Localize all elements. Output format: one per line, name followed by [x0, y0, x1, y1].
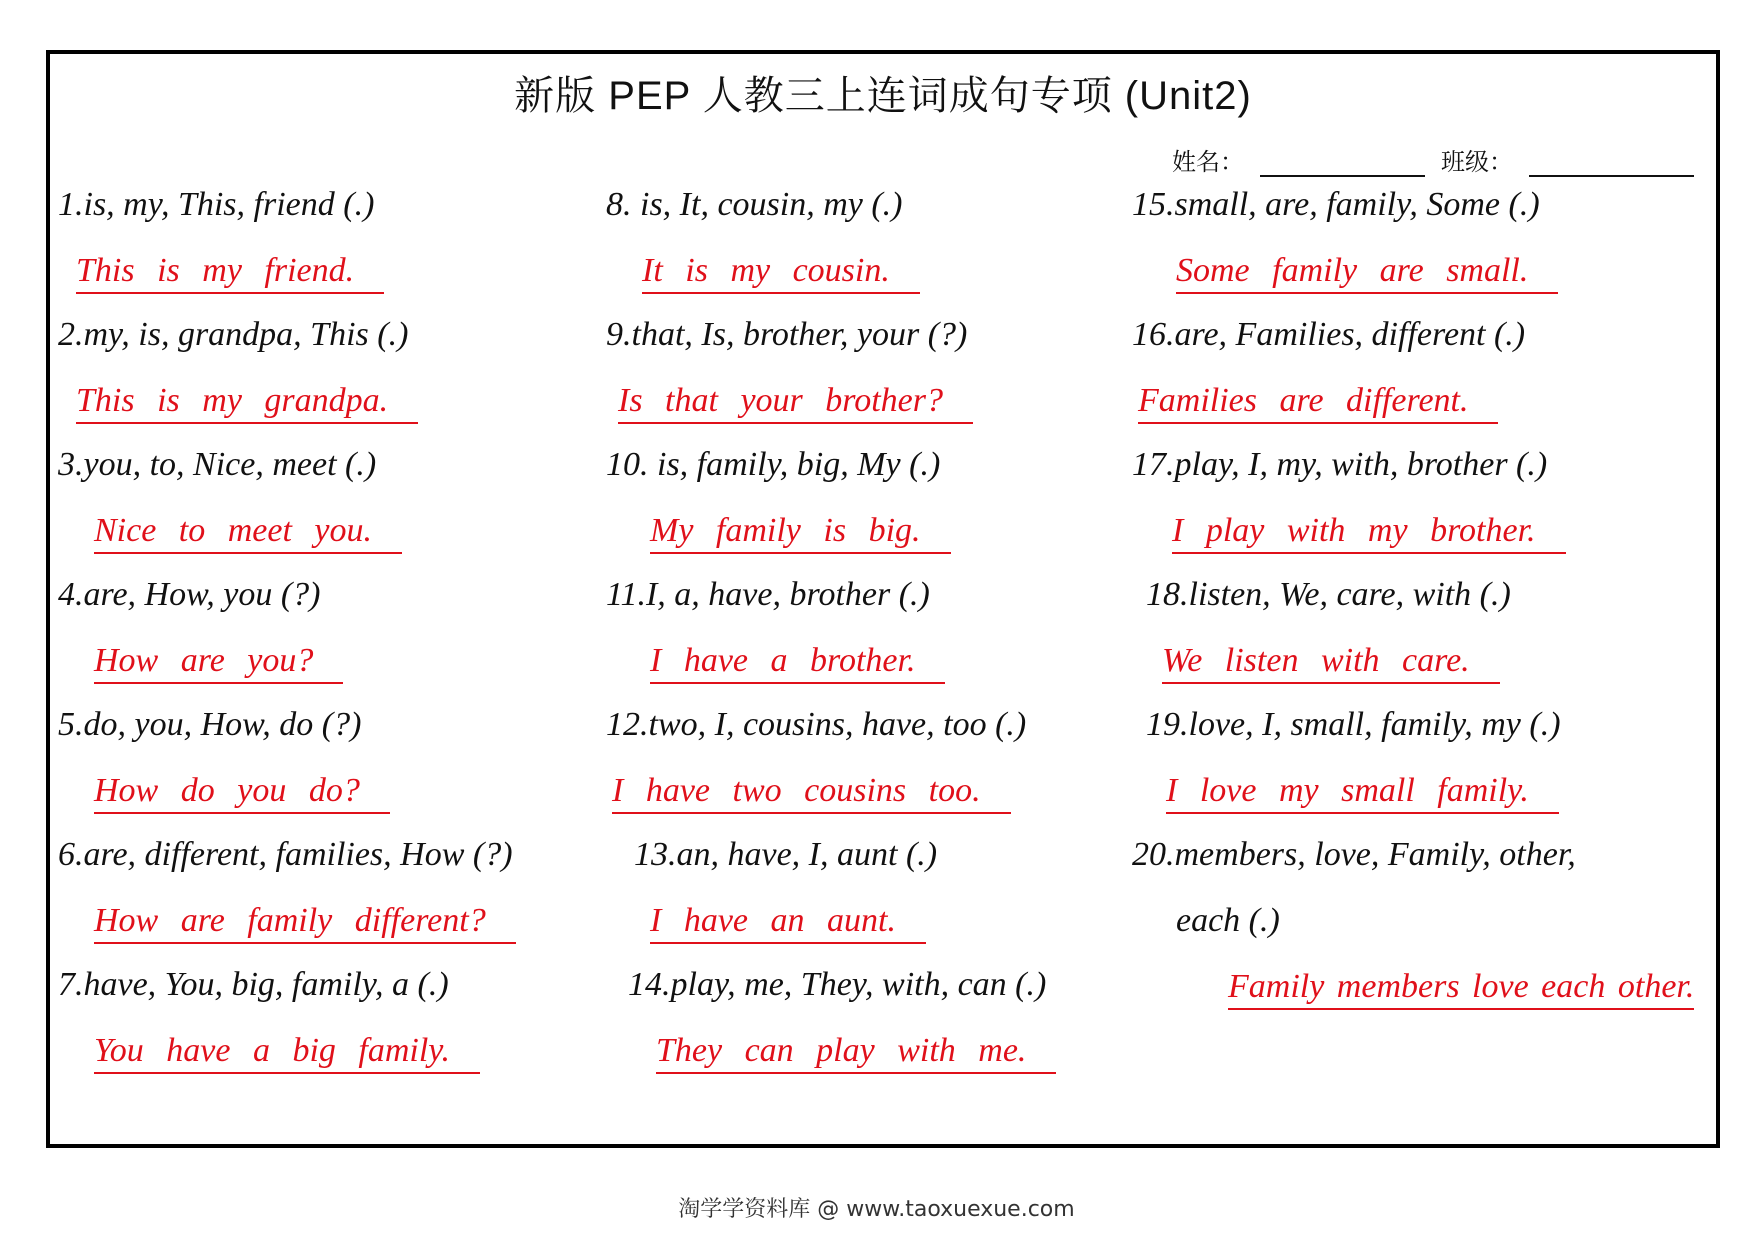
answer-sentence: How are family different? [94, 902, 516, 944]
exercise-item [58, 446, 598, 576]
exercise-item [606, 836, 1176, 966]
exercise-item [606, 576, 1176, 706]
scrambled-words: 20.members, love, Family, other, [1132, 836, 1576, 873]
column-1 [58, 186, 598, 1096]
column-2 [606, 186, 1176, 1096]
answer-sentence: It is my cousin. [642, 252, 920, 294]
class-label: 班级： [1441, 148, 1513, 176]
answer-sentence: This is my friend. [76, 252, 384, 294]
answer-sentence: I love my small family. [1166, 772, 1559, 814]
scrambled-words: 14.play, me, They, with, can (.) [628, 966, 1047, 1003]
scrambled-words: 15.small, are, family, Some (.) [1132, 186, 1540, 223]
scrambled-words: 5.do, you, How, do (?) [58, 706, 362, 743]
answer-sentence: I have two cousins too. [612, 772, 1011, 814]
exercise-item [58, 706, 598, 836]
scrambled-words: 19.love, I, small, family, my (.) [1146, 706, 1561, 743]
scrambled-words: 3.you, to, Nice, meet (.) [58, 446, 377, 483]
name-label: 姓名： [1172, 148, 1244, 176]
answer-sentence: You have a big family. [94, 1032, 480, 1074]
exercise-item [58, 186, 598, 316]
answer-sentence: I have an aunt. [650, 902, 926, 944]
exercise-item [58, 836, 598, 966]
exercise-item [58, 316, 598, 446]
class-blank[interactable] [1529, 151, 1694, 177]
scrambled-words-continued: each (.) [1176, 902, 1280, 939]
exercise-item [1132, 836, 1712, 1096]
scrambled-words: 16.are, Families, different (.) [1132, 316, 1526, 353]
scrambled-words: 1.is, my, This, friend (.) [58, 186, 375, 223]
exercise-item [1132, 446, 1712, 576]
exercise-item [606, 186, 1176, 316]
scrambled-words: 13.an, have, I, aunt (.) [634, 836, 938, 873]
exercise-item [58, 576, 598, 706]
scrambled-words: 10. is, family, big, My (.) [606, 446, 941, 483]
scrambled-words: 6.are, different, families, How (?) [58, 836, 513, 873]
scrambled-words: 18.listen, We, care, with (.) [1146, 576, 1511, 613]
exercise-item [58, 966, 598, 1096]
scrambled-words: 4.are, How, you (?) [58, 576, 321, 613]
worksheet-frame [46, 50, 1720, 1148]
answer-sentence: I have a brother. [650, 642, 945, 684]
exercise-item [1132, 316, 1712, 446]
answer-sentence: Families are different. [1138, 382, 1498, 424]
exercise-item [1132, 186, 1712, 316]
answer-sentence: Nice to meet you. [94, 512, 402, 554]
name-blank[interactable] [1260, 151, 1425, 177]
footer-watermark: 淘学学资料库 @ www.taoxuexue.com [678, 1197, 1075, 1222]
exercise-item [606, 966, 1176, 1096]
answer-sentence: They can play with me. [656, 1032, 1056, 1074]
exercise-item [1132, 706, 1712, 836]
scrambled-words: 12.two, I, cousins, have, too (.) [606, 706, 1027, 743]
exercise-item [606, 446, 1176, 576]
answer-sentence: Family members love each other. [1228, 968, 1694, 1010]
answer-sentence: My family is big. [650, 512, 951, 554]
student-info [1172, 142, 1694, 177]
answer-sentence: How do you do? [94, 772, 390, 814]
answer-sentence: We listen with care. [1162, 642, 1500, 684]
answer-sentence: Some family are small. [1176, 252, 1558, 294]
page-title: 新版 PEP 人教三上连词成句专项 (Unit2) [514, 74, 1252, 118]
scrambled-words: 17.play, I, my, with, brother (.) [1132, 446, 1548, 483]
exercise-item [1132, 576, 1712, 706]
scrambled-words: 2.my, is, grandpa, This (.) [58, 316, 409, 353]
scrambled-words: 9.that, Is, brother, your (?) [606, 316, 968, 353]
scrambled-words: 8. is, It, cousin, my (.) [606, 186, 903, 223]
answer-sentence: How are you? [94, 642, 343, 684]
answer-sentence: This is my grandpa. [76, 382, 418, 424]
answer-sentence: Is that your brother? [618, 382, 973, 424]
scrambled-words: 7.have, You, big, family, a (.) [58, 966, 449, 1003]
scrambled-words: 11.I, a, have, brother (.) [606, 576, 930, 613]
exercise-item [606, 316, 1176, 446]
exercise-item [606, 706, 1176, 836]
column-3 [1132, 186, 1712, 1096]
answer-sentence: I play with my brother. [1172, 512, 1566, 554]
